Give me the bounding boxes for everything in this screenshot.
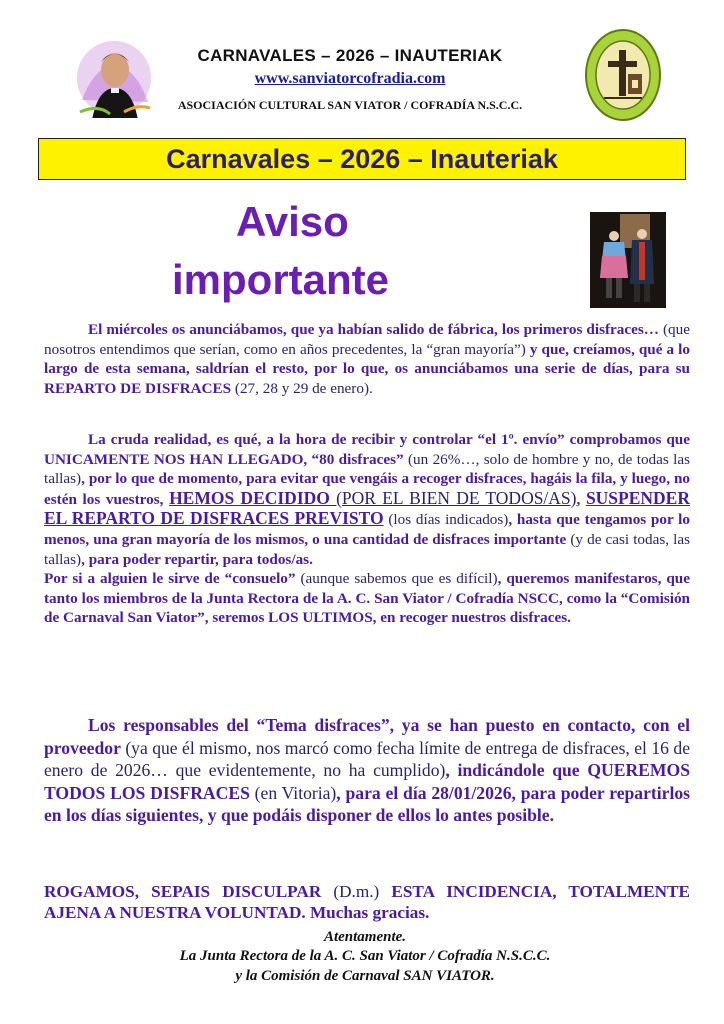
- headline-aviso: Aviso: [236, 198, 349, 245]
- text-run: (D.m.): [321, 882, 392, 901]
- text-run: ROGAMOS, SEPAIS DISCULPAR: [44, 882, 322, 901]
- text-run: El miércoles os anunciábamos, que ya habían salido de fábrica, los primeros disfraces…: [88, 321, 659, 338]
- text-run: (en Vitoria): [249, 782, 337, 803]
- text-run: , para el día 28/01/2026, para poder repartirlos en los días siguientes, y que podáis disponer de ellos lo antes posible.: [44, 782, 690, 825]
- text-run: (ya que él mismo, nos marcó como fecha límite de entrega de disfraces, el 16 de enero de 2026… que evidentemente, no ha cumplido): [44, 737, 690, 780]
- text-run: SUSPENDER EL REPARTO DE DISFRACES PREVISTO: [44, 487, 690, 529]
- text-run: (y de casi todas, las tallas): [44, 530, 691, 568]
- costumes-photo: [590, 212, 666, 308]
- header-title: CARNAVALES – 2026 – INAUTERIAK: [197, 46, 503, 65]
- paragraph-announcement: [44, 320, 690, 398]
- text-run: Los responsables del “Tema disfraces”, ya se han puesto en contacto, con el proveedor: [44, 715, 690, 758]
- text-run: , queremos manifestaros, que tanto los miembros de la Junta Rectora de la A. C. San Viator / Cofradía NSCC, como la “Comisión de Carnaval San Viator”, seremos LOS ULTIMOS, en recoger nuestros disfraces.: [44, 570, 690, 627]
- paragraph-reality-main: [44, 431, 690, 568]
- signoff-junta: La Junta Rectora de la A. C. San Viator / Cofradía N.S.C.C.: [179, 948, 551, 964]
- text-run: y que, creíamos, qué a lo largo de esta semana, saldrían el resto, por lo que, os anunciábamos una serie de días, para su REPARTO DE DISFRACES: [44, 340, 690, 397]
- text-run: (27, 28 y 29 de enero).: [231, 379, 373, 397]
- text-run: , por lo que de momento, para evitar que vengáis a recoger disfraces, hagáis la fila, y luego, no estén los vuestros,: [44, 470, 690, 508]
- paragraph-reality: [44, 430, 690, 628]
- banner-title: Carnavales – 2026 – Inauteriak: [38, 138, 686, 180]
- text-run: (aunque sabemos que es difícil): [295, 570, 498, 588]
- text-run: ,: [576, 490, 586, 508]
- text-run: HEMOS DECIDIDO: [169, 487, 330, 508]
- paragraph-provider: [44, 714, 690, 827]
- cofradia-cross-emblem: [584, 28, 662, 122]
- signoff-comision: y la Comisión de Carnaval SAN VIATOR.: [235, 968, 495, 984]
- text-run: La cruda realidad, es qué, a la hora de recibir y controlar “el 1º. envío” comprobamos que UNICAMENTE NOS HAN LLEGADO, “80 disfraces”: [44, 431, 690, 468]
- signoff-greeting: Atentamente.: [323, 929, 407, 945]
- text-run: , hasta que tengamos por lo menos, una gran mayoría de los mismos, o una cantidad de disfraces importante: [44, 511, 690, 548]
- text-run: , para poder repartir, para todos/as.: [81, 550, 313, 568]
- text-run: Por si a alguien le sirve de “consuelo”: [44, 570, 296, 588]
- text-run: (POR EL BIEN DE TODOS/AS): [329, 487, 577, 508]
- text-run: (que nosotros entendimos que serían, como en años precedentes, la “gran mayoría”): [44, 321, 690, 358]
- association-name: ASOCIACIÓN CULTURAL SAN VIATOR / COFRADÍA N.S.C.C.: [177, 98, 523, 112]
- document-header: [0, 0, 724, 132]
- paragraph-apology: [44, 881, 690, 923]
- text-run: ESTA INCIDENCIA, TOTALMENTE AJENA A NUESTRA VOLUNTAD. Muchas gracias.: [44, 882, 690, 922]
- headline-importante: importante: [172, 256, 390, 303]
- priest-portrait-image: [74, 38, 154, 126]
- text-run: , indicándole que QUEREMOS TODOS LOS DISFRACES: [44, 760, 690, 803]
- paragraph-consolation: [44, 569, 690, 628]
- website-link[interactable]: www.sanviatorcofradia.com: [254, 70, 446, 87]
- text-run: (un 26%…, solo de hombre y no, de todas las tallas): [44, 450, 690, 488]
- text-run: (los días indicados): [383, 511, 509, 529]
